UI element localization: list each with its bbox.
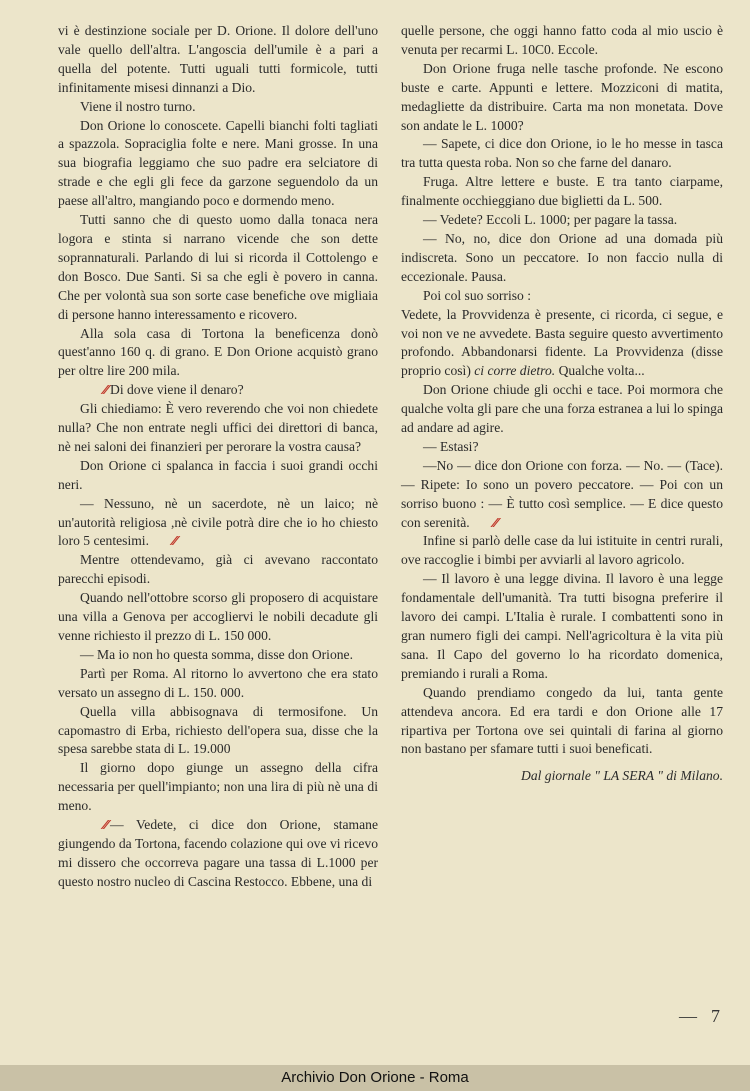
red-annotation-mark-icon: ⁄⁄ <box>104 383 109 398</box>
paragraph: Fruga. Altre lettere e buste. E tra tanto ciarpame, finalmente occhieggiano due biglietti da L. 500. <box>401 174 723 209</box>
source-attribution: Dal giornale " LA SERA " di Milano. <box>521 768 723 784</box>
paragraph: vi è destinzione sociale per D. Orione. Il dolore dell'uno vale quello dell'altra. L'angoscia dell'umile è a pari a quella del potente. Tutti uguali tutti formicole, tutti infinitamente misesi dinnanzi a Dio. <box>58 23 378 95</box>
paragraph-text: — Nessuno, nè un sacerdote, nè un laico; nè un'autorità religiosa ,nè civile potrà dire che io ho chiesto loro 5 centesimi. <box>58 495 378 549</box>
paragraph: Alla sola casa di Tortona la beneficenza donò quest'anno 160 q. di grano. E Don Orione acquistò grano per oltre lire 200 mila. <box>58 325 378 379</box>
paragraph-annotated <box>58 495 378 552</box>
red-annotation-mark-icon: ⁄⁄ <box>493 515 498 530</box>
paragraph-text: Qualche volta... <box>558 363 645 379</box>
paragraph: Gli chiediamo: È vero reverendo che voi non chiedete nulla? Che non entrate negli uffici dei direttori di banca, nè nei saloni dei finanzieri per perorare la vostra causa? <box>58 401 378 454</box>
paragraph: Partì per Roma. Al ritorno lo avvertono che era stato versato un assegno di L. 150. 000. <box>58 665 378 700</box>
paragraph: Mentre ottendevamo, già ci avevano raccontato parecchi episodi. <box>58 552 378 587</box>
paragraph: — Il lavoro è una legge divina. Il lavoro è una legge fondamentale dell'umanità. Tra tutti bisogna preferire il lavoro dei campi. L'Italia è rurale. I combattenti sono in gran numero figli dei campi. Nell'agricoltura è la vita più sana. Il Capo del governo lo ha ricordato domenica, premiando i rurali a Roma. <box>401 571 723 681</box>
archive-footer: Archivio Don Orione - Roma <box>0 1065 750 1091</box>
paragraph: Don Orione lo conoscete. Capelli bianchi folti tagliati a spazzola. Sopraciglia folte e nere. Mani grosse. In una sua biografia leggiamo che suo padre era selciatore di strade e che egli gli fece da garzone seguendolo da un paese all'altro, mangiando poco e dormendo meno. <box>58 117 378 209</box>
paragraph-text: Di dove viene il denaro? <box>110 382 244 398</box>
paragraph-text: Vedete, la Provvidenza è presente, ci ricorda, ci segue, e voi non ve ne avvedete. Basta seguire questo avvertimento profondo. Abbandonarsi fidente. La Provvidenza (disse proprio così) <box>401 306 723 379</box>
paragraph-with-italic <box>401 306 723 382</box>
paragraph: Don Orione chiude gli occhi e tace. Poi mormora che qualche volta gli pare che una forza estranea a lui lo spinga ad andare ad agire. <box>401 382 723 436</box>
paragraph: Poi col suo sorriso : <box>423 287 531 303</box>
paragraph: Infine si parlò delle case da lui istituite in centri rurali, ove raccoglie i bimbi per avviarli al lavoro agricolo. <box>401 533 723 568</box>
right-column <box>401 22 723 786</box>
paragraph-annotated <box>58 816 378 892</box>
page-number <box>679 1006 720 1027</box>
paragraph: — Estasi? <box>423 438 479 454</box>
paragraph: quelle persone, che oggi hanno fatto coda al mio uscio è venuta per recarmi L. 10C0. Eccole. <box>401 23 723 57</box>
paragraph-annotated <box>401 457 723 533</box>
italic-quote: ci corre dietro. <box>474 363 556 379</box>
paragraph: Don Orione ci spalanca in faccia i suoi grandi occhi neri. <box>58 457 378 492</box>
paragraph: — Ma io non ho questa somma, disse don Orione. <box>80 646 353 662</box>
paragraph-text: — Vedete, ci dice don Orione, stamane giungendo da Tortona, facendo colazione qui ove vi ricevo mi dissero che occorreva pagare una tassa di L.1000 per questo nostro nucleo di Cascina Restocco. Ebbene, una di <box>58 817 378 889</box>
paragraph-annotated <box>58 381 378 400</box>
paragraph: Quando nell'ottobre scorso gli proposero di acquistare una villa a Genova per accogliervi le nobili decadute gli venne richiesto il prezzo di L. 150 000. <box>58 590 378 643</box>
page-number-value: 7 <box>711 1006 720 1026</box>
red-annotation-mark-icon: ⁄⁄ <box>172 534 177 549</box>
page-number-dash: — <box>679 1006 697 1026</box>
paragraph: — No, no, dice don Orione ad una domada più indiscreta. Sono un peccatore. Io non faccio nulla di eccezionale. Pausa. <box>401 230 723 284</box>
paragraph: Il giorno dopo giunge un assegno della cifra necessaria per quell'impianto; non una lira di più nè una di meno. <box>58 760 378 814</box>
paragraph: Viene il nostro turno. <box>80 98 196 114</box>
paragraph: — Vedete? Eccoli L. 1000; per pagare la tassa. <box>423 212 678 228</box>
paragraph-text: —No — dice don Orione con forza. — No. — (Tace). — Ripete: Io sono un povero peccatore. — Poi con un sorriso buono : — È tutto così semplice. — E dice questo con serenità. <box>401 457 723 530</box>
paragraph: Quando prendiamo congedo da lui, tanta gente attendeva ancora. Ed era tardi e don Orione alle 17 ripartiva per Tortona ove sei quintali di farina al giorno non bastano per sfamare tutti i suoi beneficati. <box>401 684 723 757</box>
paragraph: Quella villa abbisognava di termosifone. Un capomastro di Erba, richiesto dell'opera sua, disse che la spesa sarebbe stata di L. 19.000 <box>58 703 378 757</box>
paragraph: Don Orione fruga nelle tasche profonde. Ne escono buste e carte. Appunti e lettere. Mozziconi di matita, medagliette da distribuire. Carta ma non monetata. Dove son andate le L. 1000? <box>401 60 723 133</box>
left-column <box>58 22 378 892</box>
paragraph: — Sapete, ci dice don Orione, io le ho messe in tasca tra tutta questa roba. Non so che farne del danaro. <box>401 136 723 171</box>
red-annotation-mark-icon: ⁄⁄ <box>104 818 109 833</box>
paragraph: Tutti sanno che di questo uomo dalla tonaca nera logora e stinta si narrano vicende che son dette soprannaturali. Parlando di lui si ricorda il Cottolengo e don Bosco. Due Santi. Si sa che egli è povero in canna. Che per volontà sua son sorte case benefiche ove migliaia di persone hanno interessamento e ricovero. <box>58 212 378 322</box>
